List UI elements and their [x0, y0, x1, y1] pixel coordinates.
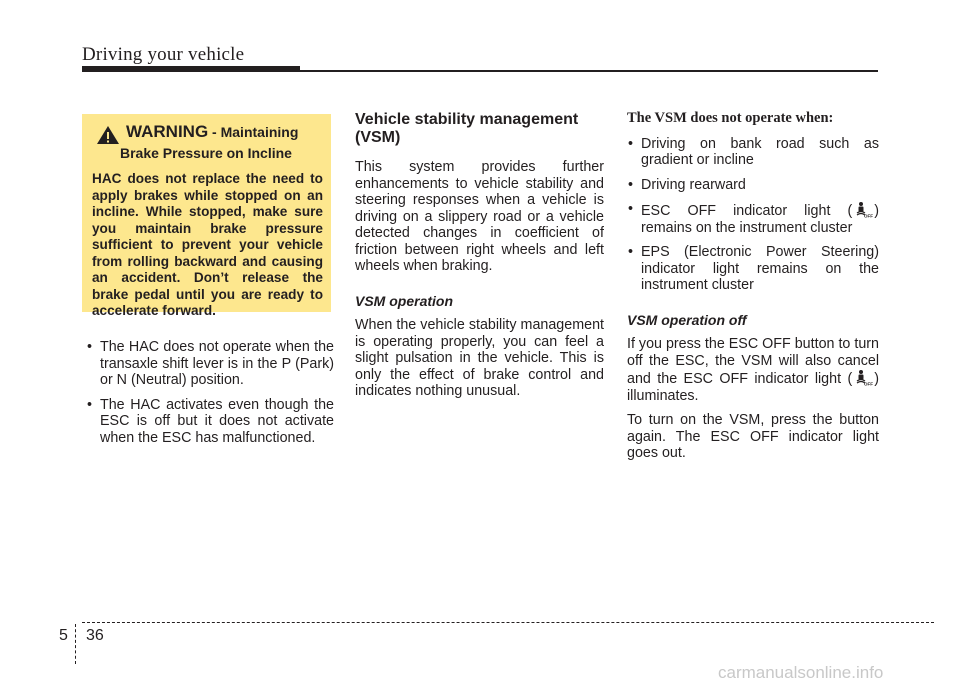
warning-label: WARNING [126, 122, 209, 141]
svg-text:OFF: OFF [864, 381, 874, 387]
chapter-number: 5 [59, 627, 68, 644]
page-number-divider [75, 624, 76, 664]
watermark: carmanualsonline.info [718, 663, 884, 682]
esc-off-text-post: ) remains on the instrument cluster [641, 203, 879, 236]
column-3 [627, 110, 879, 470]
vsm-not-operate-heading: The VSM does not operate when: [627, 110, 834, 126]
subsection-title-vsm-operation: VSM operation [355, 292, 454, 309]
subsection-title-vsm-off: VSM operation off [627, 311, 747, 328]
column-2 [355, 111, 604, 408]
warning-title-suffix: - Maintaining [208, 124, 299, 140]
section-title-vsm: Vehicle stability management (VSM) [355, 111, 579, 146]
warning-header [92, 122, 323, 145]
warning-subtitle: Brake Pressure on Incline [120, 145, 292, 161]
list-item: • Driving rearward [627, 177, 879, 194]
header-rule-thin [300, 70, 878, 72]
list-item: • The HAC activates even though the ESC is off but it does not activate when the ESC has malfunctioned. [86, 397, 334, 447]
svg-text:OFF: OFF [864, 213, 874, 219]
column-1 [86, 339, 334, 454]
esc-off-indicator-icon [854, 201, 872, 218]
esc-off-text-pre: ESC OFF indicator light ( [641, 203, 853, 219]
vsm-off-text-pre: If you press the ESC OFF button to turn off the ESC, the VSM will also cancel and the ESC OFF indicator light ( [627, 336, 879, 387]
warning-triangle-icon [96, 125, 120, 145]
vsm-turn-on-text: To turn on the VSM, press the button again. The ESC OFF indicator light goes out. [627, 412, 879, 461]
warning-box [82, 114, 331, 318]
list-item: • The HAC does not operate when the transaxle shift lever is in the P (Park) or N (Neutral) position. [86, 339, 334, 389]
esc-off-indicator-icon [854, 369, 872, 386]
vsm-off-text [627, 336, 879, 404]
list-item [627, 201, 879, 236]
header-rule [82, 66, 300, 72]
list-item: • EPS (Electronic Power Steering) indicator light remains on the instrument cluster [627, 244, 879, 294]
vsm-intro: This system provides further enhancements to vehicle stability and steering responses when a vehicle is driving on a slippery road or a vehicle detected changes in coefficient of friction between right wheels and left wheels when braking. [355, 159, 604, 274]
page-header-title: Driving your vehicle [82, 44, 245, 65]
vsm-off-text-post: ) illuminates. [627, 371, 879, 404]
warning-body: HAC does not replace the need to apply brakes while stopped on an incline. While stopped, make sure you maintain brake pressure sufficient to prevent your vehicle from rolling backward and causing an accident. Don’t release the brake pedal until you are ready to accelerate forward. [92, 171, 323, 318]
list-item: • Driving on bank road such as gradient or incline [627, 136, 879, 169]
vsm-operation-text: When the vehicle stability management is operating properly, you can feel a slight pulsation in the vehicle. This is only the effect of brake control and indicates nothing unusual. [355, 317, 604, 399]
page-number: 36 [86, 627, 104, 644]
warning-title [126, 122, 298, 142]
footer-rule [82, 622, 934, 623]
